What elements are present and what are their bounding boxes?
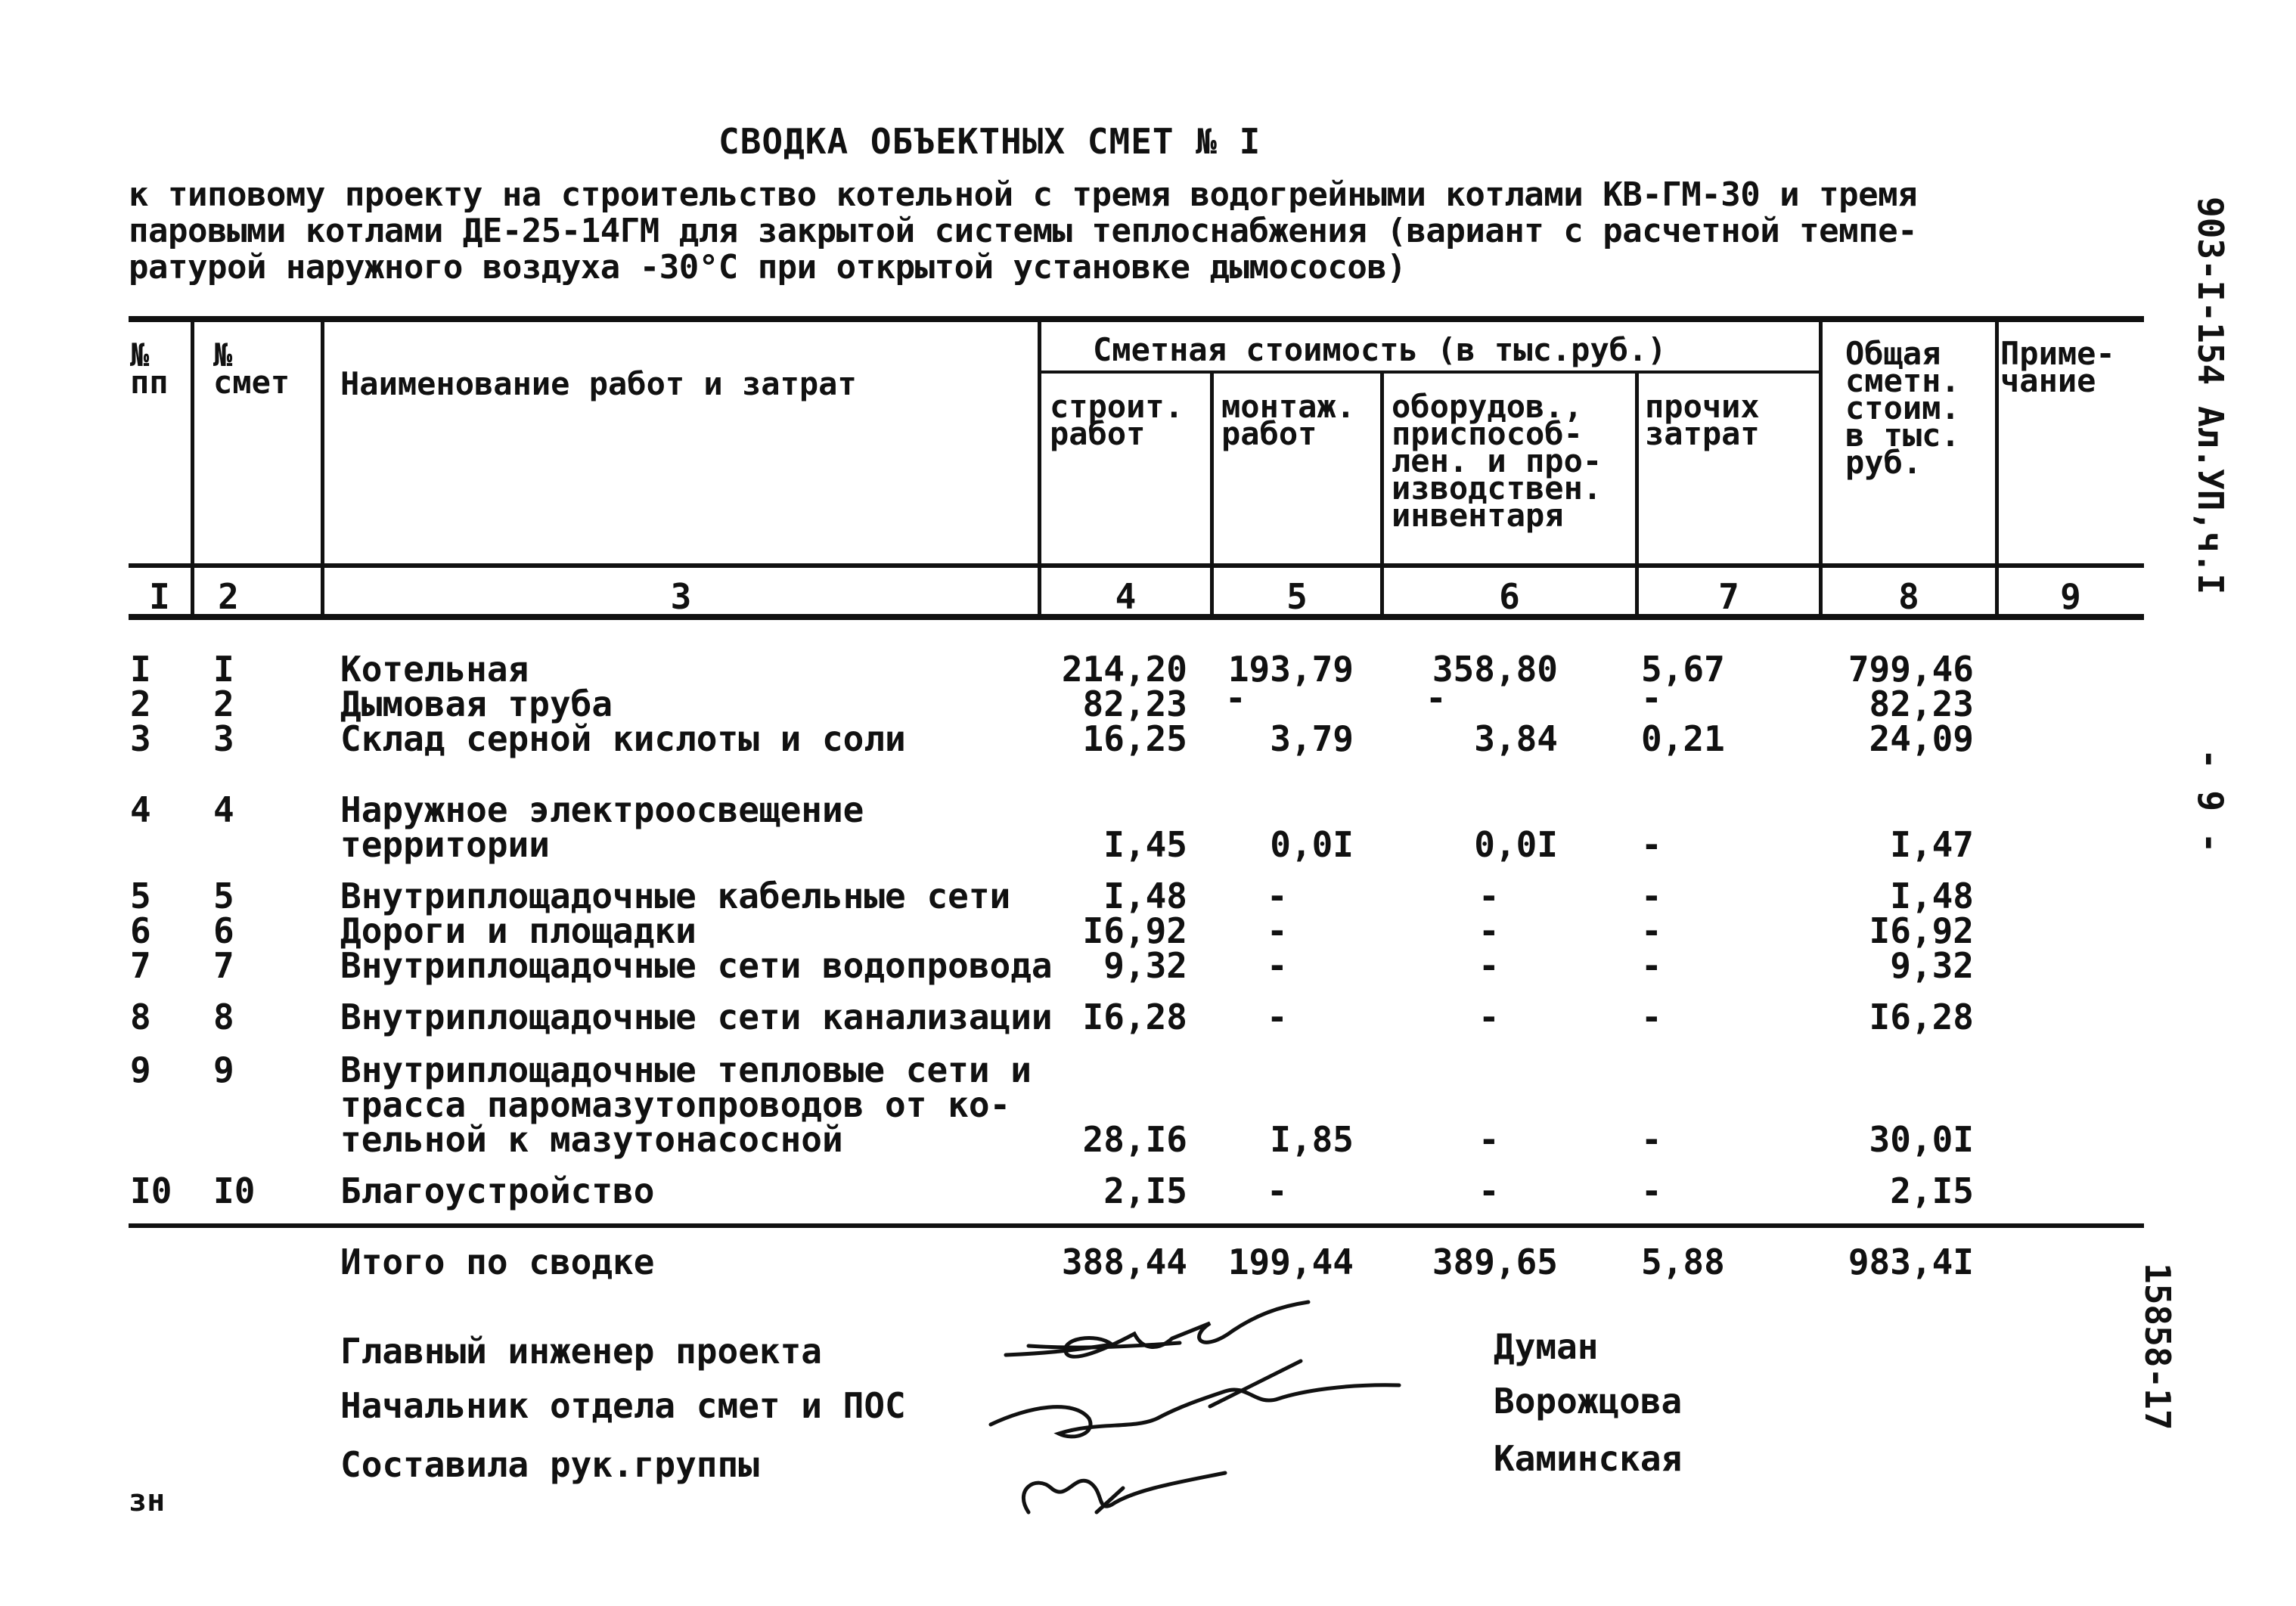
row-number: 8: [130, 997, 151, 1037]
work-name: Дороги и площадки: [340, 910, 697, 951]
subtitle-line-2: паровыми котлами ДЕ-25-14ГМ для закрытой системы теплоснабжения (вариант с расчетной темпе-: [129, 212, 1918, 250]
equipment-cost: 0,0I: [1474, 824, 1558, 865]
header-other-costs: прочих затрат: [1645, 388, 1760, 452]
work-name: Наружное электроосвещение: [340, 789, 864, 830]
column-number: 4: [1115, 576, 1137, 617]
group-header-rule: [1040, 370, 1819, 374]
other-cost: 5,67: [1641, 649, 1725, 690]
row-number: 4: [130, 789, 151, 830]
installation-cost: -: [1267, 876, 1288, 916]
installation-cost: -: [1267, 997, 1288, 1037]
equipment-cost: -: [1478, 910, 1500, 951]
header-note: Приме- чание: [2000, 335, 2115, 399]
total-cost: 799,46: [1848, 649, 1974, 690]
work-name: Внутриплощадочные тепловые сети и: [340, 1049, 1032, 1090]
document-code: 903-I-154 Ал.УП,ч.I: [2190, 197, 2231, 595]
estimate-number: 9: [213, 1049, 234, 1090]
equipment-cost: -: [1478, 876, 1500, 916]
handwritten-signatures: [983, 1285, 1407, 1527]
construction-cost: 82,23: [1082, 684, 1187, 724]
work-name: Внутриплощадочные сети водопровода: [340, 945, 1053, 986]
equipment-cost: 358,80: [1432, 649, 1558, 690]
total-cost: I,48: [1890, 876, 1974, 916]
work-name: Внутриплощадочные сети канализации: [340, 997, 1053, 1037]
column-number: 8: [1898, 576, 1919, 617]
col-divider-3: [1038, 319, 1041, 619]
signature-role-department-head: Начальник отдела смет и ПОС: [340, 1385, 906, 1426]
other-cost: 0,21: [1641, 718, 1725, 759]
installation-cost: -: [1267, 945, 1288, 986]
row-number: 6: [130, 910, 151, 951]
estimate-number: I: [213, 649, 234, 690]
inventory-number: 15858-17: [2137, 1263, 2178, 1431]
signature-name-chief-engineer: Думан: [1494, 1326, 1599, 1367]
corner-mark: зн: [129, 1484, 166, 1518]
other-cost: -: [1641, 1170, 1662, 1211]
estimate-number: 5: [213, 876, 234, 916]
other-cost: -: [1641, 876, 1662, 916]
installation-cost: 0,0I: [1270, 824, 1354, 865]
header-cost-group: Сметная стоимость (в тыс.руб.): [1093, 331, 1667, 368]
row-number: 9: [130, 1049, 151, 1090]
construction-cost: 9,32: [1103, 945, 1187, 986]
col-divider-1: [191, 319, 194, 619]
column-number: 9: [2060, 576, 2081, 617]
work-name: трасса паромазутопроводов от ко-: [340, 1084, 1011, 1125]
work-name: Склад серной кислоты и соли: [340, 718, 906, 759]
installation-cost: 3,79: [1270, 718, 1354, 759]
column-number: 6: [1499, 576, 1520, 617]
work-name: территории: [340, 824, 550, 865]
row-number: 7: [130, 945, 151, 986]
equipment-cost: -: [1478, 997, 1500, 1037]
table-top-rule: [129, 316, 2144, 322]
column-number: 3: [670, 576, 692, 617]
total-cost: 82,23: [1869, 684, 1974, 724]
installation-cost: -: [1267, 910, 1288, 951]
installation-cost: -: [1267, 1170, 1288, 1211]
total-cost: I6,92: [1869, 910, 1974, 951]
col-divider-2: [321, 319, 324, 619]
estimate-number: 7: [213, 945, 234, 986]
equipment-cost: 3,84: [1474, 718, 1558, 759]
header-total-cost: Общая сметн. стоим. в тыс. руб.: [1845, 335, 1960, 481]
other-cost: -: [1641, 997, 1662, 1037]
equipment-cost: -: [1478, 1119, 1500, 1160]
header-bottom-rule: [129, 563, 2144, 568]
other-cost: -: [1641, 910, 1662, 951]
construction-cost: 16,25: [1082, 718, 1187, 759]
installation-cost: -: [1225, 677, 1246, 718]
header-construction: строит. работ: [1050, 388, 1184, 452]
subtitle-line-1: к типовому проекту на строительство котельной с тремя водогрейными котлами КВ-ГМ-30 и тремя: [129, 175, 1918, 214]
total-cost: 9,32: [1890, 945, 1974, 986]
grand-total-cost: 983,4I: [1848, 1242, 1974, 1282]
total-equipment-cost: 389,65: [1432, 1242, 1558, 1282]
work-name: Благоустройство: [340, 1170, 655, 1211]
work-name: Котельная: [340, 649, 529, 690]
construction-cost: I,48: [1103, 876, 1187, 916]
estimate-number: 2: [213, 684, 234, 724]
equipment-cost: -: [1478, 1170, 1500, 1211]
row-number: 2: [130, 684, 151, 724]
estimate-number: I0: [213, 1170, 256, 1211]
equipment-cost: -: [1426, 677, 1447, 718]
other-cost: -: [1641, 945, 1662, 986]
total-construction-cost: 388,44: [1061, 1242, 1187, 1282]
header-equipment: оборудов., приспособ- лен. и про- изводствен. инвентаря: [1392, 388, 1603, 534]
signature-name-department-head: Ворожцова: [1494, 1381, 1683, 1422]
other-cost: -: [1641, 1119, 1662, 1160]
total-other-cost: 5,88: [1641, 1242, 1725, 1282]
row-number: 5: [130, 876, 151, 916]
estimate-number: 4: [213, 789, 234, 830]
header-estimate-number: № смет: [213, 336, 290, 401]
construction-cost: 28,I6: [1082, 1119, 1187, 1160]
row-number: 3: [130, 718, 151, 759]
total-cost: 2,I5: [1890, 1170, 1974, 1211]
column-number: 5: [1286, 576, 1308, 617]
col-divider-8: [1995, 319, 1999, 619]
construction-cost: I6,92: [1082, 910, 1187, 951]
col-divider-7: [1819, 319, 1823, 619]
column-number: 7: [1718, 576, 1739, 617]
subtitle-line-3: ратурой наружного воздуха -30°С при открытой установке дымососов): [129, 248, 1407, 287]
work-name: тельной к мазутонасосной: [340, 1119, 843, 1160]
other-cost: -: [1641, 677, 1662, 718]
total-rule: [129, 1223, 2144, 1228]
work-name: Дымовая труба: [340, 684, 613, 724]
row-number: I0: [130, 1170, 172, 1211]
estimate-number: 8: [213, 997, 234, 1037]
column-number: 2: [218, 576, 239, 617]
work-name: Внутриплощадочные кабельные сети: [340, 876, 1011, 916]
installation-cost: I,85: [1270, 1119, 1354, 1160]
other-cost: -: [1641, 824, 1662, 865]
construction-cost: 214,20: [1061, 649, 1187, 690]
header-installation: монтаж. работ: [1221, 388, 1356, 452]
header-work-name: Наименование работ и затрат: [340, 365, 857, 402]
total-cost: 30,0I: [1869, 1119, 1974, 1160]
row-number: I: [130, 649, 151, 690]
equipment-cost: -: [1478, 945, 1500, 986]
signature-role-compiler: Составила рук.группы: [340, 1444, 759, 1485]
total-cost: I6,28: [1869, 997, 1974, 1037]
header-row-number: № пп: [130, 336, 169, 401]
signature-name-compiler: Каминская: [1494, 1438, 1683, 1479]
total-installation-cost: 199,44: [1227, 1242, 1354, 1282]
total-cost: 24,09: [1869, 718, 1974, 759]
construction-cost: I6,28: [1082, 997, 1187, 1037]
construction-cost: 2,I5: [1103, 1170, 1187, 1211]
signature-role-chief-engineer: Главный инженер проекта: [340, 1331, 822, 1372]
column-number: I: [149, 576, 170, 617]
document-title: СВОДКА ОБЪЕКТНЫХ СМЕТ № I: [718, 121, 1261, 162]
total-label: Итого по сводке: [340, 1242, 655, 1282]
installation-cost: 193,79: [1227, 649, 1354, 690]
construction-cost: I,45: [1103, 824, 1187, 865]
estimate-number: 6: [213, 910, 234, 951]
total-cost: I,47: [1890, 824, 1974, 865]
estimate-number: 3: [213, 718, 234, 759]
page-number: - 9 -: [2190, 749, 2231, 854]
